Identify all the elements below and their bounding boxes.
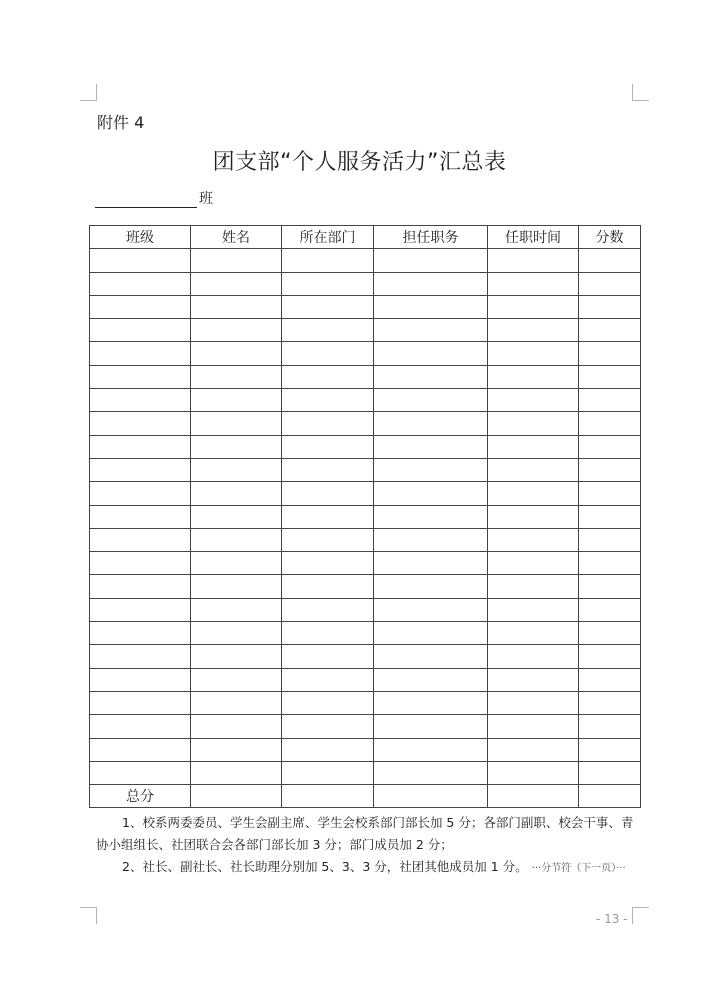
table-cell	[579, 249, 641, 272]
table-cell	[488, 342, 579, 365]
table-cell	[282, 319, 374, 342]
table-row	[90, 249, 641, 272]
table-cell	[374, 342, 488, 365]
table-cell	[374, 272, 488, 295]
table-row	[90, 715, 641, 738]
table-cell	[488, 598, 579, 621]
table-cell	[374, 645, 488, 668]
table-cell	[374, 412, 488, 435]
table-cell	[488, 272, 579, 295]
table-row	[90, 575, 641, 598]
table-cell	[90, 552, 191, 575]
crop-mark-bottom-left	[80, 907, 97, 924]
attachment-label: 附件 4	[97, 113, 145, 132]
table-cell	[90, 528, 191, 551]
table-cell	[282, 342, 374, 365]
table-cell	[488, 389, 579, 412]
table-cell	[374, 319, 488, 342]
table-header-row	[90, 226, 641, 249]
table-cell	[90, 319, 191, 342]
table-cell	[191, 761, 282, 784]
table-cell	[282, 552, 374, 575]
table-cell	[191, 435, 282, 458]
table-cell	[282, 482, 374, 505]
table-cell	[90, 389, 191, 412]
table-cell	[282, 365, 374, 388]
table-cell	[579, 528, 641, 551]
table-cell	[374, 389, 488, 412]
table-cell	[191, 645, 282, 668]
table-cell	[579, 761, 641, 784]
column-header-name: 姓名	[191, 226, 282, 249]
table-body	[90, 249, 641, 808]
table-cell	[282, 295, 374, 318]
table-cell	[191, 482, 282, 505]
column-header-position: 担任职务	[374, 226, 488, 249]
table-cell	[90, 249, 191, 272]
table-cell	[90, 505, 191, 528]
table-row	[90, 598, 641, 621]
table-cell	[90, 691, 191, 714]
section-break-marker: ···分节符（下一页）···	[531, 863, 626, 874]
table-cell	[488, 785, 579, 808]
table-cell	[374, 785, 488, 808]
table-cell	[579, 458, 641, 481]
table-cell	[90, 761, 191, 784]
table-cell	[579, 785, 641, 808]
table-cell	[488, 482, 579, 505]
table-cell	[374, 622, 488, 645]
table-row	[90, 738, 641, 761]
column-header-score: 分数	[579, 226, 641, 249]
table-row	[90, 761, 641, 784]
table-cell	[90, 412, 191, 435]
table-cell	[90, 435, 191, 458]
table-cell	[579, 412, 641, 435]
table-cell	[579, 435, 641, 458]
column-header-class: 班级	[90, 226, 191, 249]
table-row	[90, 389, 641, 412]
table-cell	[191, 575, 282, 598]
table-cell	[191, 622, 282, 645]
table-cell	[488, 458, 579, 481]
table-cell	[374, 249, 488, 272]
table-cell	[488, 319, 579, 342]
table-cell	[374, 365, 488, 388]
table-cell	[191, 505, 282, 528]
table-cell	[488, 435, 579, 458]
table-cell	[191, 668, 282, 691]
table-cell	[374, 458, 488, 481]
column-header-tenure: 任职时间	[488, 226, 579, 249]
table-cell	[282, 435, 374, 458]
table-row	[90, 552, 641, 575]
table-cell	[90, 645, 191, 668]
table-cell	[191, 528, 282, 551]
table-cell	[488, 365, 579, 388]
table-cell	[488, 715, 579, 738]
table-cell	[579, 715, 641, 738]
table-cell	[282, 412, 374, 435]
table-cell	[374, 552, 488, 575]
crop-mark-top-left	[80, 84, 97, 101]
table-cell	[488, 691, 579, 714]
crop-mark-bottom-right	[632, 907, 649, 924]
table-cell	[579, 691, 641, 714]
table-cell	[374, 528, 488, 551]
table-cell	[191, 412, 282, 435]
class-field	[95, 188, 213, 208]
table-cell	[488, 412, 579, 435]
table-cell	[191, 458, 282, 481]
table-cell	[374, 482, 488, 505]
table-row	[90, 435, 641, 458]
table-cell	[579, 342, 641, 365]
table-row	[90, 319, 641, 342]
table-row	[90, 365, 641, 388]
note-2	[96, 856, 644, 880]
table-cell	[282, 761, 374, 784]
table-cell	[191, 249, 282, 272]
table-cell	[374, 575, 488, 598]
total-label: 总分	[90, 785, 191, 808]
table-cell	[282, 272, 374, 295]
table-row	[90, 505, 641, 528]
table-cell	[191, 691, 282, 714]
table-cell	[191, 389, 282, 412]
table-cell	[579, 598, 641, 621]
table-cell	[191, 295, 282, 318]
table-cell	[579, 645, 641, 668]
table-cell	[90, 738, 191, 761]
table-cell	[90, 622, 191, 645]
table-cell	[374, 738, 488, 761]
table-cell	[488, 738, 579, 761]
table-cell	[374, 761, 488, 784]
table-cell	[191, 342, 282, 365]
table-cell	[90, 715, 191, 738]
table-row	[90, 272, 641, 295]
table-cell	[282, 622, 374, 645]
table-cell	[579, 552, 641, 575]
table-cell	[374, 668, 488, 691]
table-cell	[191, 365, 282, 388]
crop-mark-top-right	[632, 84, 649, 101]
table-cell	[579, 668, 641, 691]
table-cell	[282, 738, 374, 761]
table-cell	[374, 691, 488, 714]
table-cell	[579, 365, 641, 388]
table-cell	[488, 249, 579, 272]
table-cell	[579, 482, 641, 505]
note-1: 1、校系两委委员、学生会副主席、学生会校系部门部长加 5 分；各部门副职、校会干事、青协小组组长、社团联合会各部门部长加 3 分；部门成员加 2 分；	[96, 815, 634, 852]
table-cell	[282, 598, 374, 621]
table-cell	[282, 528, 374, 551]
table-cell	[191, 785, 282, 808]
table-cell	[488, 668, 579, 691]
class-suffix: 班	[199, 191, 213, 207]
table-cell	[579, 295, 641, 318]
table-cell	[579, 505, 641, 528]
table-cell	[282, 785, 374, 808]
table-cell	[282, 691, 374, 714]
table-cell	[90, 365, 191, 388]
table-cell	[191, 598, 282, 621]
table-cell	[374, 435, 488, 458]
table-cell	[488, 575, 579, 598]
table-cell	[191, 552, 282, 575]
table-cell	[488, 552, 579, 575]
table-cell	[579, 738, 641, 761]
table-cell	[90, 295, 191, 318]
table-cell	[488, 761, 579, 784]
table-cell	[282, 505, 374, 528]
page-number: - 13 -	[596, 912, 628, 926]
table-cell	[282, 249, 374, 272]
notes-section	[96, 812, 644, 880]
table-cell	[282, 645, 374, 668]
table-cell	[90, 598, 191, 621]
table-cell	[90, 575, 191, 598]
table-cell	[579, 389, 641, 412]
table-cell	[488, 622, 579, 645]
table-row	[90, 295, 641, 318]
table-cell	[374, 295, 488, 318]
table-cell	[579, 272, 641, 295]
table-row	[90, 622, 641, 645]
table-cell	[191, 272, 282, 295]
table-row	[90, 458, 641, 481]
table-cell	[191, 738, 282, 761]
table-cell	[90, 342, 191, 365]
table-cell	[90, 668, 191, 691]
table-cell	[282, 668, 374, 691]
summary-table	[89, 225, 641, 808]
table-row	[90, 482, 641, 505]
table-cell	[90, 482, 191, 505]
table-row	[90, 342, 641, 365]
table-cell	[488, 295, 579, 318]
table-row	[90, 668, 641, 691]
table-cell	[374, 598, 488, 621]
table-cell	[191, 319, 282, 342]
table-cell	[282, 575, 374, 598]
table-cell	[90, 272, 191, 295]
table-cell	[374, 505, 488, 528]
table-cell	[488, 505, 579, 528]
table-cell	[488, 528, 579, 551]
total-row	[90, 785, 641, 808]
table-cell	[579, 319, 641, 342]
column-header-department: 所在部门	[282, 226, 374, 249]
table-cell	[90, 458, 191, 481]
table-cell	[191, 715, 282, 738]
table-cell	[282, 715, 374, 738]
table-cell	[488, 645, 579, 668]
table-cell	[579, 622, 641, 645]
table-cell	[374, 715, 488, 738]
table-cell	[579, 575, 641, 598]
table-row	[90, 691, 641, 714]
table-cell	[282, 458, 374, 481]
document-title: 团支部“个人服务活力”汇总表	[212, 150, 507, 175]
class-blank-line	[95, 191, 197, 208]
table-cell	[282, 389, 374, 412]
table-row	[90, 645, 641, 668]
table-row	[90, 412, 641, 435]
table-row	[90, 528, 641, 551]
note-2-text: 2、社长、副社长、社长助理分别加 5、3、3 分，社团其他成员加 1 分。	[122, 859, 528, 874]
